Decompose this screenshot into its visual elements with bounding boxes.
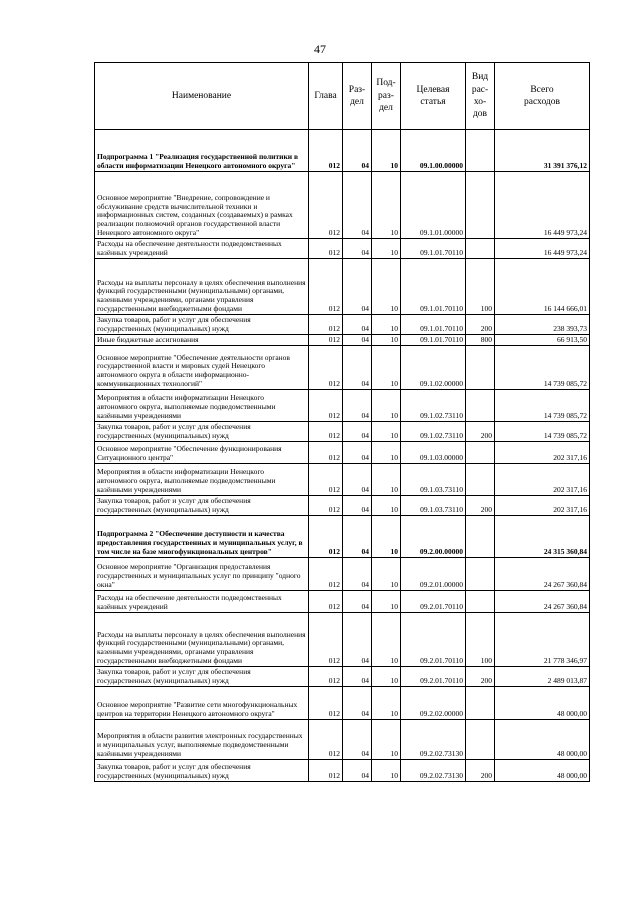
- header-total: Всего расходов: [495, 63, 590, 130]
- row-name: Расходы на обеспечение деятельности подведомственных казённых учреждений: [95, 239, 309, 259]
- row-name: Мероприятия в области развития электронных государственных и муниципальных услуг, выполняемые подведомственными казёнными учреждениями: [95, 720, 309, 760]
- table-row: [95, 315, 590, 335]
- row-glava: 012: [309, 335, 343, 346]
- row-glava: 012: [309, 315, 343, 335]
- row-statya: 09.1.01.00000: [401, 172, 466, 239]
- row-statya: 09.1.01.70110: [401, 315, 466, 335]
- row-razdel: 04: [343, 130, 372, 172]
- row-total: 14 739 085,72: [495, 390, 590, 422]
- table-row: [95, 390, 590, 422]
- table-row: [95, 172, 590, 239]
- row-total: 2 489 013,87: [495, 667, 590, 687]
- row-vid: 100: [466, 259, 495, 315]
- row-razdel: 04: [343, 591, 372, 613]
- row-total: 24 267 360,84: [495, 591, 590, 613]
- row-razdel: 04: [343, 613, 372, 667]
- row-podrazdel: 10: [372, 239, 401, 259]
- row-vid: [466, 464, 495, 496]
- row-vid: [466, 390, 495, 422]
- row-statya: 09.1.03.73110: [401, 464, 466, 496]
- row-statya: 09.1.03.00000: [401, 442, 466, 464]
- row-podrazdel: 10: [372, 346, 401, 390]
- header-glava: Глава: [309, 63, 343, 130]
- row-statya: 09.2.02.73130: [401, 720, 466, 760]
- row-total: 202 317,16: [495, 464, 590, 496]
- row-podrazdel: 10: [372, 516, 401, 558]
- row-razdel: 04: [343, 442, 372, 464]
- row-razdel: 04: [343, 667, 372, 687]
- row-podrazdel: 10: [372, 613, 401, 667]
- row-razdel: 04: [343, 422, 372, 442]
- row-glava: 012: [309, 390, 343, 422]
- table-row: [95, 346, 590, 390]
- row-name: Основное мероприятие "Обеспечение функционирования Ситуационного центра": [95, 442, 309, 464]
- row-statya: 09.2.02.00000: [401, 687, 466, 720]
- row-vid: [466, 239, 495, 259]
- row-razdel: 04: [343, 346, 372, 390]
- row-statya: 09.2.02.73130: [401, 760, 466, 782]
- row-total: 21 778 346,97: [495, 613, 590, 667]
- row-statya: 09.1.00.00000: [401, 130, 466, 172]
- row-razdel: 04: [343, 464, 372, 496]
- row-name: Основное мероприятие "Обеспечение деятельности органов государственной власти и мировых судей Ненецкого автономного округа в области информационно-коммуникационных технологий": [95, 346, 309, 390]
- row-total: 14 739 085,72: [495, 422, 590, 442]
- row-podrazdel: 10: [372, 760, 401, 782]
- row-podrazdel: 10: [372, 390, 401, 422]
- row-vid: [466, 558, 495, 591]
- table-row: [95, 464, 590, 496]
- row-vid: [466, 687, 495, 720]
- row-glava: 012: [309, 667, 343, 687]
- row-glava: 012: [309, 442, 343, 464]
- row-name: Подпрограмма 2 "Обеспечение доступности и качества предоставления государственных и муниципальных услуг, в том числе на базе многофункциональных центров": [95, 516, 309, 558]
- table-row: [95, 558, 590, 591]
- row-glava: 012: [309, 496, 343, 516]
- table-row: [95, 496, 590, 516]
- row-name: Закупка товаров, работ и услуг для обеспечения государственных (муниципальных) нужд: [95, 760, 309, 782]
- row-glava: 012: [309, 422, 343, 442]
- table-row: [95, 239, 590, 259]
- header-vid: Вид рас- хо- дов: [466, 63, 495, 130]
- row-total: 31 391 376,12: [495, 130, 590, 172]
- row-razdel: 04: [343, 172, 372, 239]
- row-total: 16 144 666,01: [495, 259, 590, 315]
- row-podrazdel: 10: [372, 172, 401, 239]
- row-glava: 012: [309, 720, 343, 760]
- row-podrazdel: 10: [372, 687, 401, 720]
- row-vid: 200: [466, 667, 495, 687]
- row-podrazdel: 10: [372, 422, 401, 442]
- row-vid: 800: [466, 335, 495, 346]
- row-total: 48 000,00: [495, 760, 590, 782]
- table-row: [95, 760, 590, 782]
- row-statya: 09.1.02.73110: [401, 422, 466, 442]
- row-statya: 09.1.02.73110: [401, 390, 466, 422]
- row-name: Основное мероприятие "Внедрение, сопровождение и обслуживание средств вычислительной техники и информационных систем, созданных (создаваемых) в рамках реализации полномочий органов государственной власти Ненецкого автономного округа": [95, 172, 309, 239]
- row-podrazdel: 10: [372, 720, 401, 760]
- row-statya: 09.2.01.70110: [401, 591, 466, 613]
- row-name: Мероприятия в области информатизации Ненецкого автономного округа, выполняемые подведомственными казёнными учреждениями: [95, 464, 309, 496]
- row-podrazdel: 10: [372, 130, 401, 172]
- table-row: [95, 259, 590, 315]
- row-name: Закупка товаров, работ и услуг для обеспечения государственных (муниципальных) нужд: [95, 667, 309, 687]
- row-razdel: 04: [343, 558, 372, 591]
- table-body: [95, 130, 590, 782]
- row-glava: 012: [309, 558, 343, 591]
- row-total: 16 449 973,24: [495, 239, 590, 259]
- row-glava: 012: [309, 516, 343, 558]
- row-statya: 09.2.01.70110: [401, 613, 466, 667]
- row-podrazdel: 10: [372, 315, 401, 335]
- table-row: [95, 613, 590, 667]
- row-total: 238 393,73: [495, 315, 590, 335]
- row-name: Расходы на обеспечение деятельности подведомственных казённых учреждений: [95, 591, 309, 613]
- row-razdel: 04: [343, 335, 372, 346]
- row-glava: 012: [309, 760, 343, 782]
- row-statya: 09.1.02.00000: [401, 346, 466, 390]
- row-podrazdel: 10: [372, 442, 401, 464]
- table-header-row: [95, 63, 590, 130]
- header-razdel: Раз- дел: [343, 63, 372, 130]
- row-statya: 09.1.01.70110: [401, 259, 466, 315]
- row-name: Иные бюджетные ассигнования: [95, 335, 309, 346]
- row-total: 24 315 360,84: [495, 516, 590, 558]
- row-podrazdel: 10: [372, 259, 401, 315]
- row-statya: 09.2.01.70110: [401, 667, 466, 687]
- row-vid: [466, 346, 495, 390]
- row-vid: 200: [466, 760, 495, 782]
- row-razdel: 04: [343, 315, 372, 335]
- row-total: 66 913,50: [495, 335, 590, 346]
- table-row: [95, 422, 590, 442]
- row-name: Закупка товаров, работ и услуг для обеспечения государственных (муниципальных) нужд: [95, 315, 309, 335]
- header-podrazdel: Под- раз- дел: [372, 63, 401, 130]
- row-total: 24 267 360,84: [495, 558, 590, 591]
- row-podrazdel: 10: [372, 464, 401, 496]
- row-name: Основное мероприятие "Развитие сети многофункциональных центров на территории Ненецкого автономного округа": [95, 687, 309, 720]
- row-glava: 012: [309, 259, 343, 315]
- row-statya: 09.1.01.70110: [401, 335, 466, 346]
- row-glava: 012: [309, 346, 343, 390]
- row-vid: [466, 442, 495, 464]
- page-number: 47: [314, 42, 326, 56]
- row-podrazdel: 10: [372, 496, 401, 516]
- row-statya: 09.1.03.73110: [401, 496, 466, 516]
- row-total: 48 000,00: [495, 687, 590, 720]
- row-name: Расходы на выплаты персоналу в целях обеспечения выполнения функций государственными (муниципальными) органами, казенными учреждениями, органами управления государственными внебюджетными фондами: [95, 613, 309, 667]
- row-vid: [466, 720, 495, 760]
- table-row: [95, 687, 590, 720]
- row-razdel: 04: [343, 687, 372, 720]
- row-glava: 012: [309, 130, 343, 172]
- row-glava: 012: [309, 591, 343, 613]
- row-razdel: 04: [343, 516, 372, 558]
- row-podrazdel: 10: [372, 335, 401, 346]
- row-vid: 200: [466, 496, 495, 516]
- row-razdel: 04: [343, 239, 372, 259]
- row-razdel: 04: [343, 259, 372, 315]
- row-razdel: 04: [343, 496, 372, 516]
- table-row: [95, 720, 590, 760]
- row-total: 14 739 085,72: [495, 346, 590, 390]
- row-podrazdel: 10: [372, 558, 401, 591]
- row-total: 48 000,00: [495, 720, 590, 760]
- table-row: [95, 442, 590, 464]
- row-podrazdel: 10: [372, 667, 401, 687]
- row-total: 16 449 973,24: [495, 172, 590, 239]
- budget-table: [94, 62, 590, 782]
- row-statya: 09.1.01.70110: [401, 239, 466, 259]
- row-vid: [466, 130, 495, 172]
- row-razdel: 04: [343, 720, 372, 760]
- table-row: [95, 130, 590, 172]
- row-vid: [466, 516, 495, 558]
- row-razdel: 04: [343, 390, 372, 422]
- row-vid: 100: [466, 613, 495, 667]
- table-row: [95, 591, 590, 613]
- table-row: [95, 516, 590, 558]
- row-name: Закупка товаров, работ и услуг для обеспечения государственных (муниципальных) нужд: [95, 422, 309, 442]
- row-total: 202 317,16: [495, 442, 590, 464]
- row-podrazdel: 10: [372, 591, 401, 613]
- row-glava: 012: [309, 239, 343, 259]
- row-name: Мероприятия в области информатизации Ненецкого автономного округа, выполняемые подведомственными казёнными учреждениями: [95, 390, 309, 422]
- row-razdel: 04: [343, 760, 372, 782]
- row-statya: 09.2.00.00000: [401, 516, 466, 558]
- row-name: Подпрограмма 1 "Реализация государственной политики в области информатизации Ненецкого автономного округа": [95, 130, 309, 172]
- row-vid: [466, 591, 495, 613]
- row-glava: 012: [309, 687, 343, 720]
- row-name: Закупка товаров, работ и услуг для обеспечения государственных (муниципальных) нужд: [95, 496, 309, 516]
- header-statya: Целевая статья: [401, 63, 466, 130]
- row-vid: 200: [466, 315, 495, 335]
- row-glava: 012: [309, 613, 343, 667]
- row-vid: [466, 172, 495, 239]
- table-row: [95, 667, 590, 687]
- table-row: [95, 335, 590, 346]
- row-glava: 012: [309, 172, 343, 239]
- row-name: Расходы на выплаты персоналу в целях обеспечения выполнения функций государственными (муниципальными) органами, казенными учреждениями, органами управления государственными внебюджетными фондами: [95, 259, 309, 315]
- row-name: Основное мероприятие "Организация предоставления государственных и муниципальных услуг по принципу "одного окна": [95, 558, 309, 591]
- row-total: 202 317,16: [495, 496, 590, 516]
- row-statya: 09.2.01.00000: [401, 558, 466, 591]
- row-glava: 012: [309, 464, 343, 496]
- row-vid: 200: [466, 422, 495, 442]
- header-name: Наименование: [95, 63, 309, 130]
